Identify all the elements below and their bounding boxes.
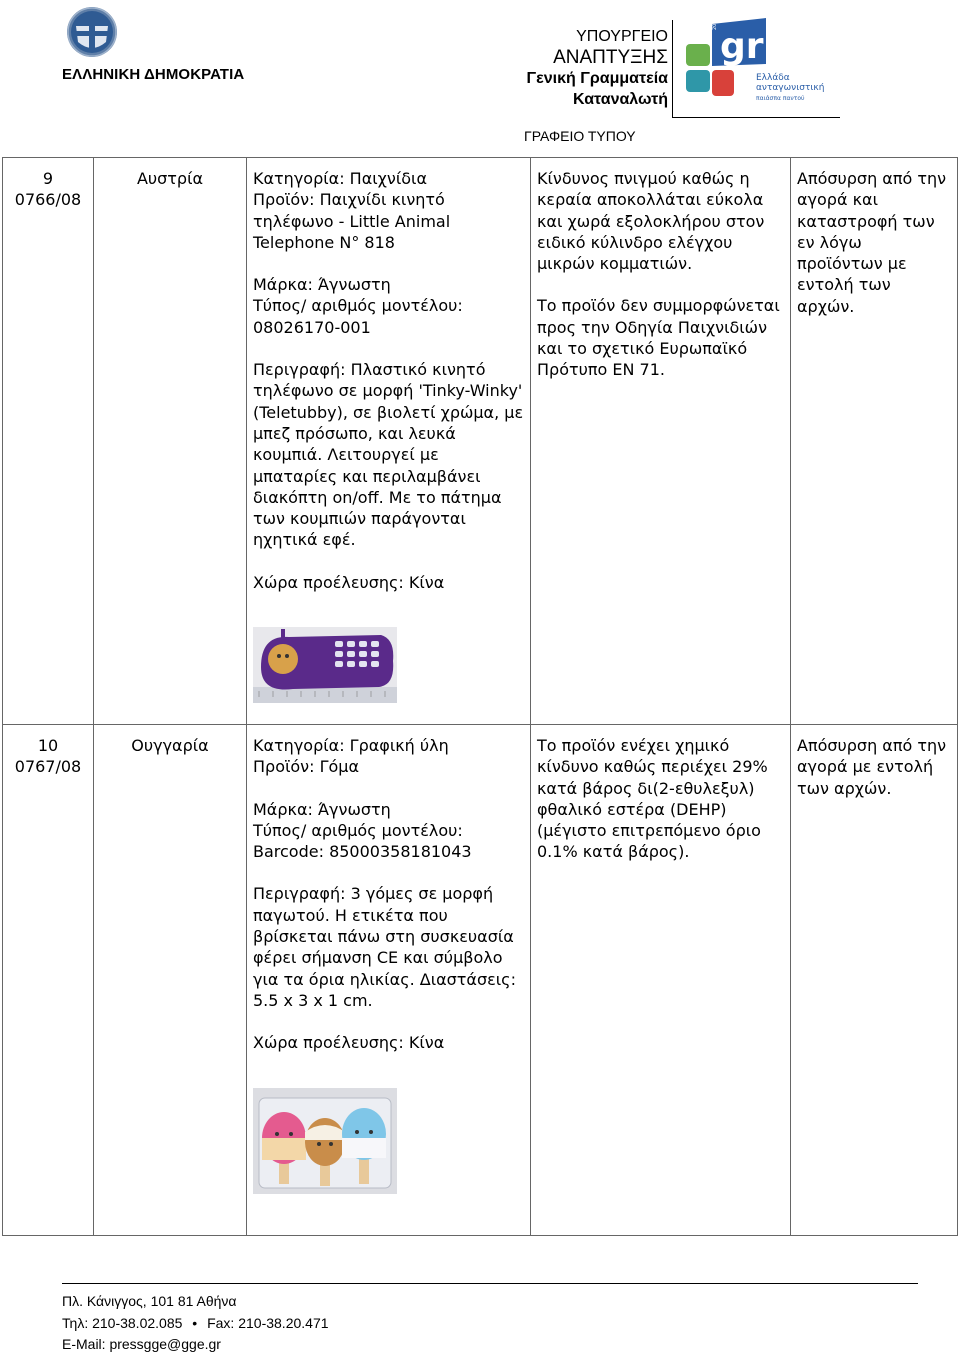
greece-competitive-logo-icon: [686, 2, 834, 110]
ministry-block: [470, 26, 668, 110]
record-code: 0766/08: [14, 190, 82, 210]
country: Αυστρία: [136, 169, 204, 188]
compliance-text: Το προϊόν δεν συμμορφώνεται προς την Οδηγία Παιχνιδιών και το σχετικό Ευρωπαϊκό Πρότυπο ΕΝ 71.: [537, 296, 780, 380]
record-code: 0767/08: [14, 757, 82, 777]
ministry-line1: ΥΠΟΥΡΓΕΙΟ: [576, 28, 668, 45]
country: Ουγγαρία: [131, 736, 209, 755]
footer-phone: Τηλ: 210-38.02.085: [62, 1314, 183, 1331]
footer-fax: Fax: 210-38.20.471: [207, 1314, 329, 1331]
ministry-line2: ΑΝΑΠΤΥΞΗΣ: [553, 47, 668, 68]
product-origin: Χώρα προέλευσης: Κίνα: [253, 572, 445, 592]
ministry-line4: Καταναλωτή: [573, 91, 668, 108]
product-description: Περιγραφή: 3 γόμες σε μορφή παγωτού. Η ετικέτα που βρίσκεται πάνω στη συσκευασία φέρει σήμανση CE και σύμβολο για τα όρια ηλικίας. Διαστάσεις: 5.5 x 3 x 1 cm.: [253, 884, 516, 1010]
product-cell: [247, 158, 531, 725]
footer: [62, 1291, 329, 1356]
table-row: [3, 725, 958, 1236]
toy-phone-photo: [253, 627, 397, 703]
ice-cream-eraser-photo: [253, 1088, 397, 1194]
risk-cell: [531, 725, 791, 1236]
footer-address: Πλ. Κάνιγγος, 101 81 Αθήνα: [62, 1293, 237, 1309]
logo-gr-text: gr: [720, 26, 764, 67]
record-number: 9: [42, 169, 54, 188]
table-row: [3, 158, 958, 725]
product-name: Προϊόν: Παιχνίδι κινητό τηλέφωνο - Little Animal Telephone N° 818: [253, 190, 451, 252]
product-model: Τύπος/ αριθμός μοντέλου: Barcode: 85000358181043: [253, 820, 472, 862]
measures-text: Απόσυρση από την αγορά και καταστροφή των εν λόγω προϊόντων με εντολή των αρχών.: [797, 169, 947, 316]
republic-title: ΕΛΛΗΝΙΚΗ ΔΗΜΟΚΡΑΤΙΑ: [62, 66, 245, 83]
country-cell: [94, 725, 247, 1236]
logo-text-line3: παιάσπα παντού: [756, 95, 805, 102]
ministry-line3: Γενική Γραμματεία: [526, 70, 668, 87]
footer-email[interactable]: E-Mail: pressgge@gge.gr: [62, 1336, 221, 1352]
product-category: Κατηγορία: Παιχνίδια: [253, 169, 427, 188]
product-origin: Χώρα προέλευσης: Κίνα: [253, 1033, 445, 1053]
header-vertical-rule: [672, 20, 673, 118]
measures-text: Απόσυρση από την αγορά με εντολή των αρχών.: [797, 736, 947, 798]
footer-separator: •: [192, 1314, 198, 1331]
country-cell: [94, 158, 247, 725]
product-cell: [247, 725, 531, 1236]
footer-contacts: [62, 1313, 329, 1335]
product-category: Κατηγορία: Γραφική ύλη: [253, 736, 449, 755]
record-number: 10: [37, 736, 59, 755]
product-description: Περιγραφή: Πλαστικό κινητό τηλέφωνο σε μορφή 'Tinky-Winky' (Teletubby), σε βιολετί χρώμα, με μπεζ πρόσωπο, και λευκά κουμπιά. Λειτουργεί με μπαταρίες και περιλαμβάνει διακόπτη on/off. Με το πάτημα των κουμπιών παράγονται ηχητικά εφέ.: [253, 360, 524, 550]
product-model: Τύπος/ αριθμός μοντέλου: 08026170-001: [253, 296, 463, 337]
measures-cell: [791, 158, 958, 725]
measures-cell: [791, 725, 958, 1236]
product-name: Προϊόν: Γόμα: [253, 757, 360, 777]
record-number-cell: [3, 725, 94, 1236]
footer-rule: [62, 1283, 918, 1284]
risk-text: Το προϊόν ενέχει χημικό κίνδυνο καθώς περιέχει 29% κατά βάρος δι(2-εθυλεξυλ) φθαλικό εστέρα (DEHP) (μέγιστο επιτρεπόμενο όριο 0.1% κατά βάρος).: [537, 736, 768, 862]
risk-cell: [531, 158, 791, 725]
recall-table: [2, 157, 958, 1236]
logo-text-line1: Ελλάδα: [756, 73, 790, 83]
logo-years-text: 2005 2010: [712, 2, 718, 30]
risk-text: Κίνδυνος πνιγμού καθώς η κεραία αποκολλάται εύκολα και χωρά εξολοκλήρου στον ειδικό κύλινδρο ελέγχου μικρών κομματιών.: [537, 169, 765, 274]
record-number-cell: [3, 158, 94, 725]
product-brand: Μάρκα: Άγνωστη: [253, 275, 391, 295]
press-office-label: ΓΡΑΦΕΙΟ ΤΥΠΟΥ: [524, 128, 636, 144]
product-brand: Μάρκα: Άγνωστη: [253, 799, 391, 819]
greek-emblem-icon: [66, 6, 118, 58]
header-horizontal-rule: [672, 117, 840, 118]
logo-text-line2: ανταγωνιστική: [756, 83, 825, 93]
